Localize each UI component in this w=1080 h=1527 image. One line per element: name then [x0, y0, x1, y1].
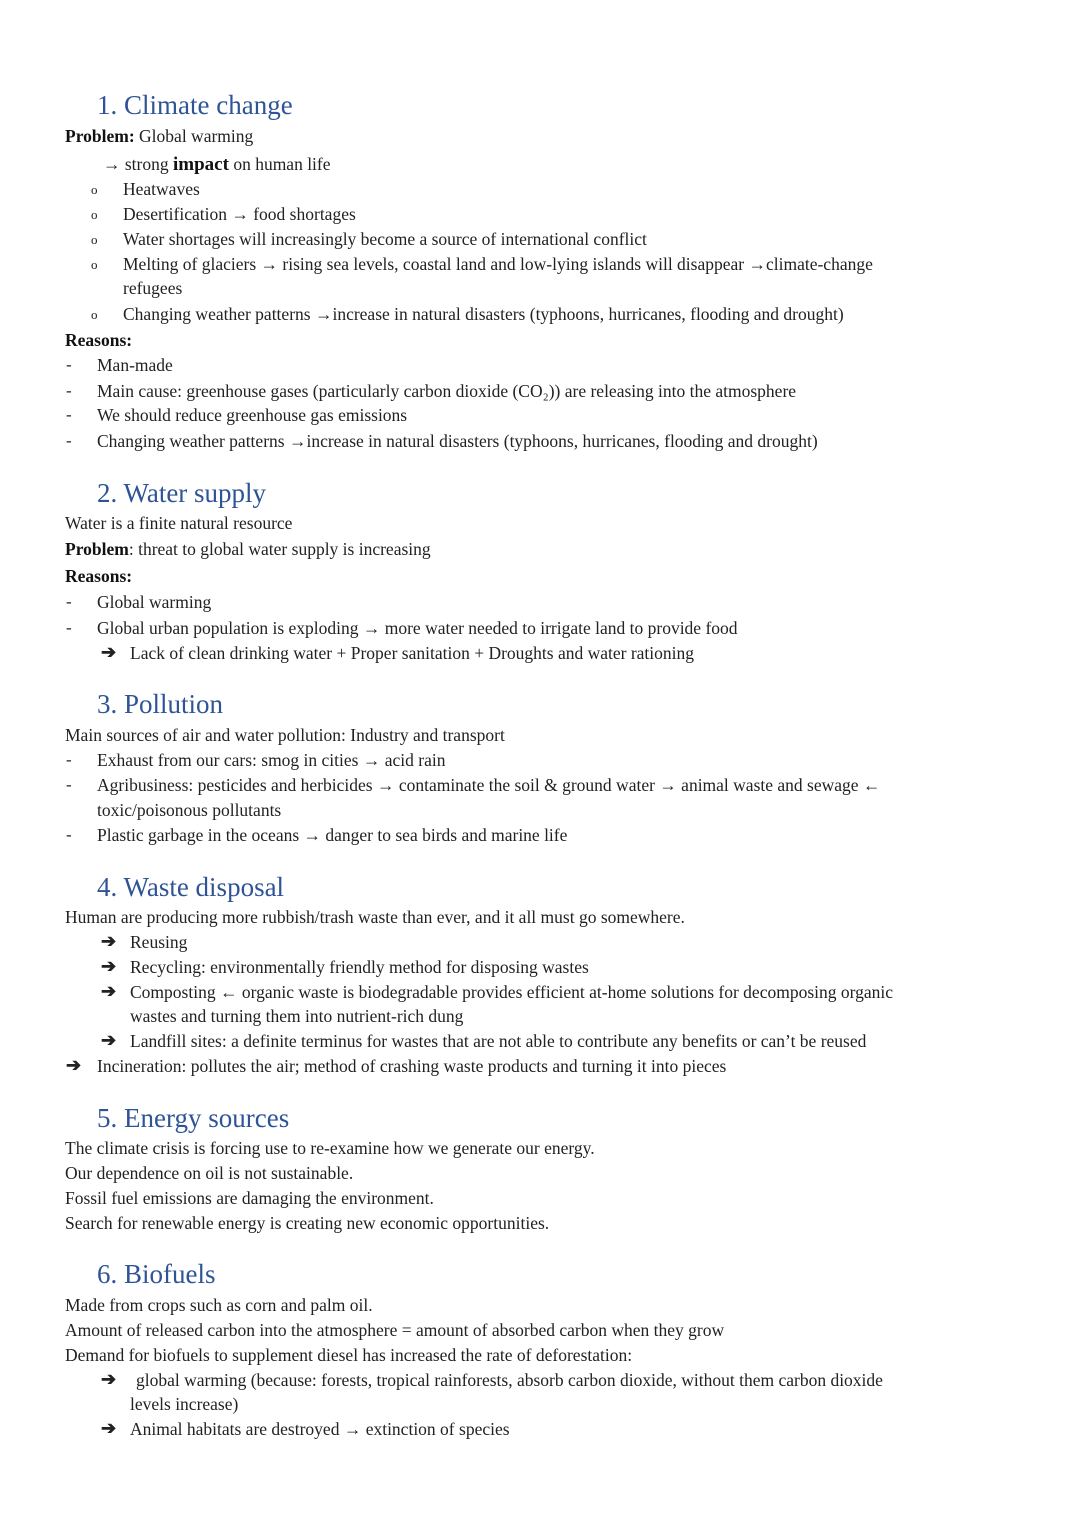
dash-bullet-icon: - — [66, 381, 72, 400]
list-item: Water shortages will increasingly become a source of international conflict — [123, 229, 647, 249]
dash-bullet-icon: - — [66, 825, 72, 844]
section-heading-energy-sources: 5. Energy sources — [97, 1103, 290, 1133]
problem-line — [65, 125, 253, 147]
intro-line: Main sources of air and water pollution: Industry and transport — [65, 725, 505, 745]
list-item: Agribusiness: pesticides and herbicides → contaminate the soil & ground water → animal waste and sewage ← — [97, 775, 881, 795]
intro-line: Water is a finite natural resource — [65, 513, 293, 533]
text-line: Our dependence on oil is not sustainable. — [65, 1163, 354, 1183]
dash-bullet-icon: - — [66, 431, 72, 450]
dash-bullet-icon: - — [66, 592, 72, 611]
text-line: Made from crops such as corn and palm oil. — [65, 1295, 373, 1315]
list-item: Main cause: greenhouse gases (particularly carbon dioxide (CO₂)) are releasing into the atmosphere — [97, 381, 797, 401]
intro-line: Human are producing more rubbish/trash waste than ever, and it all must go somewhere. — [65, 907, 685, 927]
list-item: Global warming — [97, 592, 212, 612]
reasons-label: Reasons: — [65, 566, 133, 586]
list-item: Man-made — [97, 355, 173, 375]
list-item-continuation: wastes and turning them into nutrient-rich dung — [130, 1006, 464, 1026]
reasons-label: Reasons: — [65, 330, 133, 350]
impact-pre: → strong — [103, 154, 173, 174]
arrow-bullet-icon: ➔ — [101, 1369, 117, 1389]
problem-label: Problem — [65, 539, 129, 559]
list-item: Global urban population is exploding → more water needed to irrigate land to provide food — [97, 618, 738, 638]
arrow-bullet-icon: ➔ — [101, 1418, 117, 1438]
list-item: Lack of clean drinking water + Proper sanitation + Droughts and water rationing — [130, 643, 695, 663]
impact-post: on human life — [228, 154, 331, 174]
section-heading-biofuels: 6. Biofuels — [97, 1259, 216, 1289]
section-heading-water-supply: 2. Water supply — [97, 478, 267, 508]
list-item: Reusing — [130, 932, 188, 952]
circle-bullet-icon: o — [91, 182, 98, 197]
impact-line — [103, 153, 331, 176]
text-line: The climate crisis is forcing use to re-examine how we generate our energy. — [65, 1138, 595, 1158]
list-item: Plastic garbage in the oceans → danger to sea birds and marine life — [97, 825, 568, 845]
list-item: Heatwaves — [123, 179, 200, 199]
arrow-bullet-icon: ➔ — [101, 981, 117, 1001]
problem-label: Problem: — [65, 126, 135, 146]
dash-bullet-icon: - — [66, 775, 72, 794]
list-item: Changing weather patterns →increase in natural disasters (typhoons, hurricanes, flooding and drought) — [97, 431, 818, 451]
arrow-bullet-icon: ➔ — [101, 956, 117, 976]
text-line: Demand for biofuels to supplement diesel has increased the rate of deforestation: — [65, 1345, 633, 1365]
dash-bullet-icon: - — [66, 355, 72, 374]
dash-bullet-icon: - — [66, 750, 72, 769]
problem-text: : threat to global water supply is increasing — [128, 539, 431, 559]
list-item: Changing weather patterns →increase in natural disasters (typhoons, hurricanes, flooding and drought) — [123, 304, 844, 324]
list-item: Desertification → food shortages — [123, 204, 356, 224]
dash-bullet-icon: - — [66, 618, 72, 637]
list-item-continuation: refugees — [123, 278, 183, 298]
section-heading-pollution: 3. Pollution — [97, 689, 224, 719]
section-heading-waste-disposal: 4. Waste disposal — [97, 872, 285, 902]
list-item: Animal habitats are destroyed → extinction of species — [130, 1419, 510, 1439]
list-item: Exhaust from our cars: smog in cities → acid rain — [97, 750, 446, 770]
list-item: We should reduce greenhouse gas emissions — [97, 405, 408, 425]
list-item: global warming (because: forests, tropical rainforests, absorb carbon dioxide, without them carbon dioxide — [136, 1370, 883, 1390]
arrow-bullet-icon: ➔ — [66, 1055, 82, 1075]
circle-bullet-icon: o — [91, 207, 98, 222]
circle-bullet-icon: o — [91, 307, 98, 322]
list-item: Recycling: environmentally friendly method for disposing wastes — [130, 957, 589, 977]
list-item: Incineration: pollutes the air; method of crashing waste products and turning it into pieces — [97, 1056, 727, 1076]
section-heading-climate-change: 1. Climate change — [97, 90, 293, 120]
list-item: Landfill sites: a definite terminus for wastes that are not able to contribute any benefits or can’t be reused — [130, 1031, 867, 1051]
circle-bullet-icon: o — [91, 257, 98, 272]
arrow-bullet-icon: ➔ — [101, 931, 117, 951]
list-item: Melting of glaciers → rising sea levels, coastal land and low-lying islands will disappear →climate-change — [123, 254, 873, 274]
dash-bullet-icon: - — [66, 405, 72, 424]
list-item-continuation: levels increase) — [130, 1394, 239, 1414]
text-line: Fossil fuel emissions are damaging the environment. — [65, 1188, 434, 1208]
arrow-bullet-icon: ➔ — [101, 642, 117, 662]
text-line: Search for renewable energy is creating new economic opportunities. — [65, 1213, 550, 1233]
impact-bold: impact — [173, 154, 229, 175]
problem-line — [65, 538, 431, 560]
circle-bullet-icon: o — [91, 232, 98, 247]
list-item-continuation: toxic/poisonous pollutants — [97, 800, 282, 820]
arrow-bullet-icon: ➔ — [101, 1030, 117, 1050]
problem-text: Global warming — [134, 126, 254, 146]
text-line: Amount of released carbon into the atmosphere = amount of absorbed carbon when they grow — [65, 1320, 725, 1340]
list-item: Composting ← organic waste is biodegradable provides efficient at-home solutions for decomposing organic — [130, 982, 894, 1002]
